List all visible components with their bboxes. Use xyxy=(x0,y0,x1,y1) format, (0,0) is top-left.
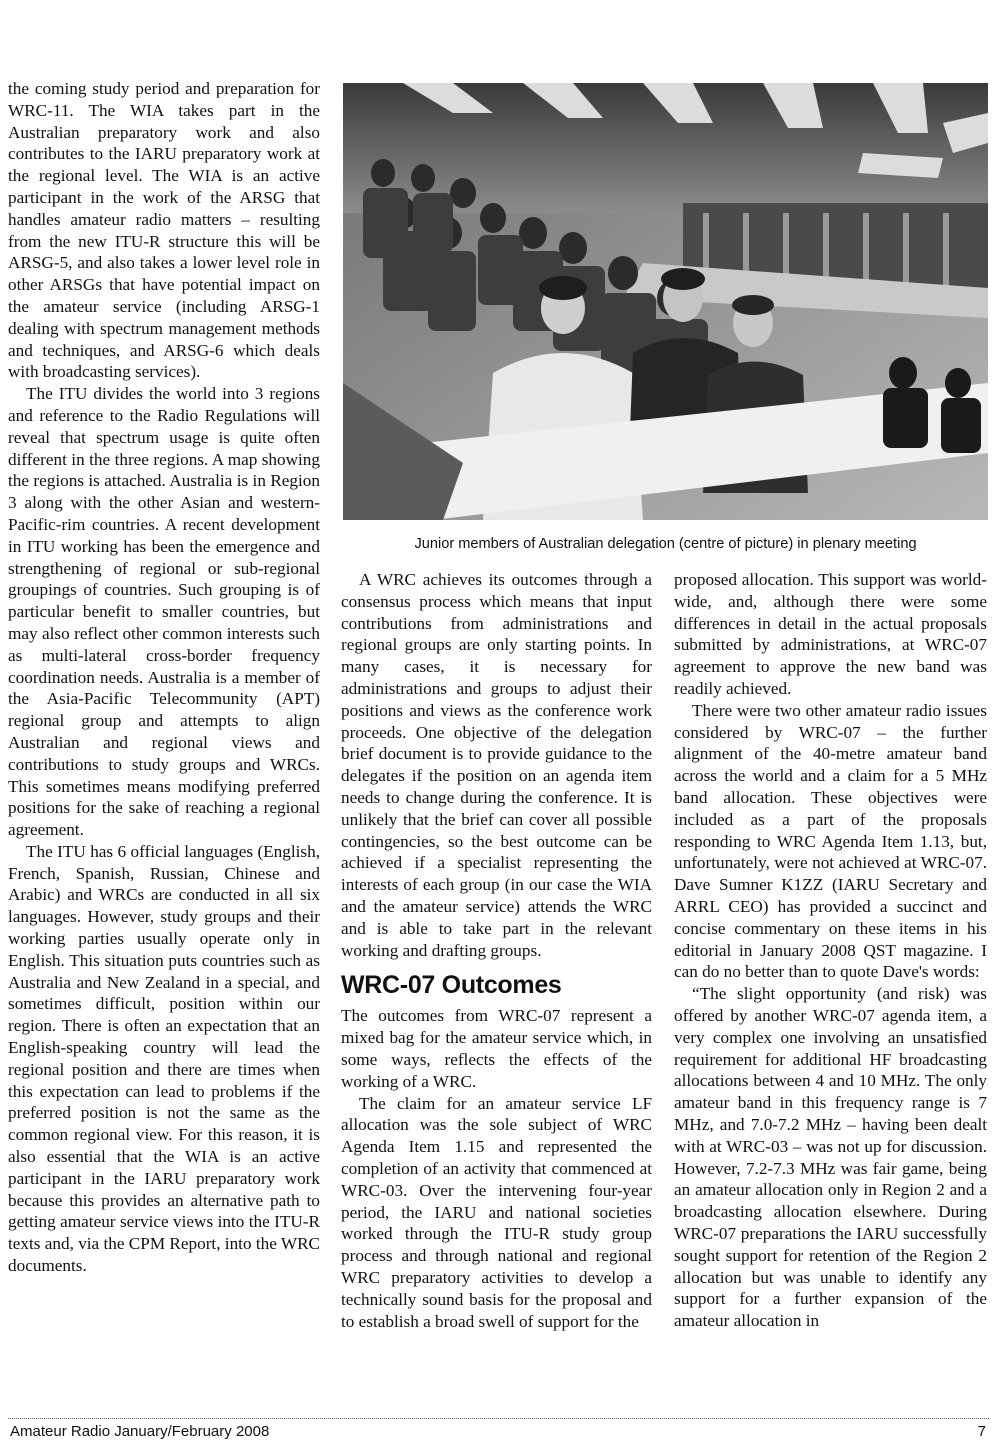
col1-paragraph: The ITU has 6 official languages (English, French, Spanish, Russian, Chinese and Arabic) and WRCs are conducted in all six languages. However, study groups and their working parties usually operate only in English. This situation puts countries such as Australia and New Zealand in a special, and sometimes difficult, position within our region. There is often an expectation that an English-speaking country will lead the regional position and there are times when this expectation can lead to problems if the preferred position is not the same as the common regional view. For this reason, it is also essential that the WIA is an active participant in the IARU preparatory work because this provides an alternative path to getting amateur service views into the ITU-R texts and, via the CPM Report, into the WRC documents. xyxy=(8,841,320,1276)
footer-divider xyxy=(8,1418,989,1419)
col3-paragraph: There were two other amateur radio issues considered by WRC-07 – the further alignment of the 40-metre amateur band across the world and a claim for a 5 MHz band allocation. These objectives were included as a part of the proposals responding to WRC Agenda Item 1.13, but, unfortunately, were not achieved at WRC-07. Dave Sumner K1ZZ (IARU Secretary and ARRL CEO) has provided a succinct and concise commentary on these items in his editorial in January 2008 QST magazine. I can do no better than to quote Dave's words: xyxy=(674,700,987,982)
col2-paragraph: The outcomes from WRC-07 represent a mixed bag for the amateur service which, in some ways, reflects the effects of the working of a WRC. xyxy=(341,1006,652,1091)
section-heading: WRC-07 Outcomes xyxy=(341,971,562,1000)
col1-paragraph: The ITU divides the world into 3 regions and reference to the Radio Regulations will reveal that spectrum usage is quite often different in the three regions. A map showing the regions is attached. Australia is in Region 3 along with the other Asian and western-Pacific-rim countries. A recent development in ITU working has been the emergence and strengthening of regional or sub-regional groupings of countries. Such grouping is of particular benefit to smaller countries, but may also reflect other common interests such as multi-lateral cross-border frequency coordination needs. Australia is a member of the Asia-Pacific Telecommunity (APT) regional group and attempts to align Australian and regional views and contributions to study groups and WRCs. This sometimes means modifying preferred positions for the sake of reaching a regional agreement. xyxy=(8,384,320,840)
footer-publication: Amateur Radio January/February 2008 xyxy=(10,1423,270,1440)
col2-intro-paragraph: A WRC achieves its outcomes through a consensus process which means that input contributions from administrations and regional groups are only starting points. In many cases, it is necessary for administrations and groups to adjust their positions and views as the conference work proceeds. One objective of the delegation brief document is to provide guidance to the delegates if the position on an agenda item needs to change during the conference. It is unlikely that the brief can cover all possible contingencies, so the best outcome can be achieved if a specialist representing the interests of each group (in our case the WIA and the amateur service) attends the WRC and is able to take part in the relevant working and drafting groups. xyxy=(341,570,652,960)
photo-caption: Junior members of Australian delegation (centre of picture) in plenary meeting xyxy=(414,536,917,552)
col3-paragraph: proposed allocation. This support was world-wide, and, although there were some differences in detail in the actual proposals submitted by administrations, at WRC-07 agreement to approve the new band was readily achieved. xyxy=(674,570,987,698)
column-2 xyxy=(341,569,652,1332)
photo-illustration xyxy=(343,83,988,520)
col1-paragraph: the coming study period and preparation for WRC-11. The WIA takes part in the Australian preparatory work and also contributes to the IARU preparatory work at the regional level. The WIA is an active participant in the work of the ARSG that handles amateur radio matters – resulting from the new ITU-R structure this will be ARSG-5, and also takes a lower level role in other ARSGs that have potential impact on the amateur service (including ARSG-1 dealing with spectrum management methods and techniques, and ARSG-6 which deals with broadcasting services). xyxy=(8,79,320,382)
col2-paragraph: The claim for an amateur service LF allocation was the sole subject of WRC Agenda Item 1.15 and represented the completion of an activity that commenced at WRC-03. Over the intervening four-year period, the IARU and national societies worked through the ITU-R study group process and through national and regional WRC preparatory activities to develop a technically sound basis for the proposal and to establish a broad swell of support for the xyxy=(341,1093,652,1331)
page-number: 7 xyxy=(977,1423,986,1440)
column-3 xyxy=(674,569,987,1332)
col3-quote-paragraph: “The slight opportunity (and risk) was offered by another WRC-07 agenda item, a very complex one involving an unsatisfied requirement for additional HF broadcasting allocations between 4 and 10 MHz. The only amateur band in this frequency range is 7 MHz, and 7.0-7.2 MHz – having been dealt with at WRC-03 – was not up for discussion. However, 7.2-7.3 MHz was fair game, being an amateur allocation only in Region 2 and a broadcasting allocation elsewhere. During WRC-07 preparations the IARU successfully sought support for retention of the Region 2 allocation but was unable to identify any support for a further expansion of the amateur allocation in xyxy=(674,984,987,1331)
column-1 xyxy=(8,78,320,1277)
plenary-meeting-photo xyxy=(343,83,988,520)
